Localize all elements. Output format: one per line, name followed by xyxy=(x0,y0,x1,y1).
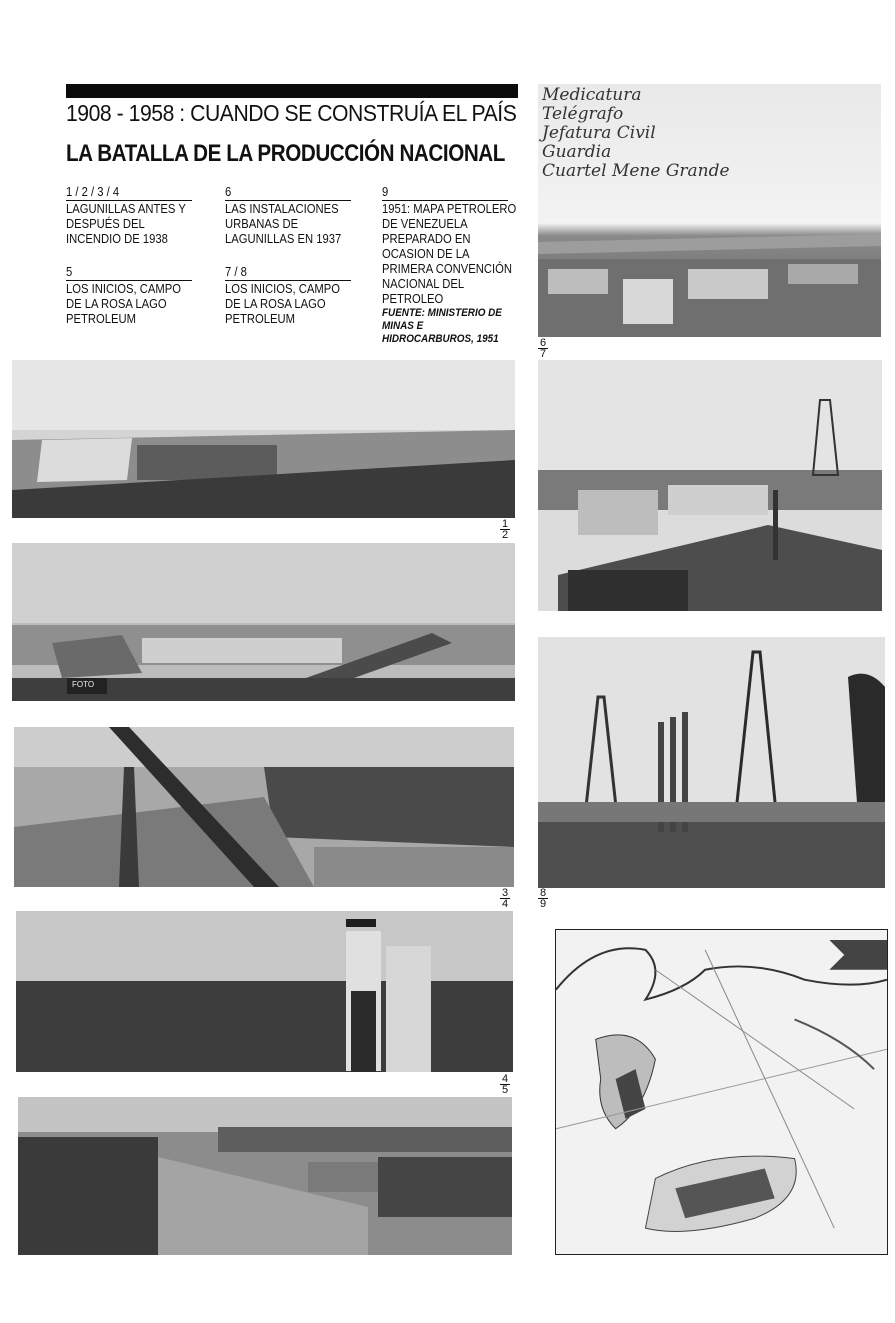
photo-lagunillas-lake-1 xyxy=(12,360,515,518)
handwriting-line: Jefatura Civil xyxy=(542,123,656,143)
fig-num-top: 1 xyxy=(501,518,509,530)
caption-text: LAS INSTALACIONES URBANAS DE LAGUNILLAS EN 1937 xyxy=(225,202,342,246)
photo-urban-installations-1937 xyxy=(538,360,882,611)
photo-campo-la-rosa xyxy=(18,1097,512,1255)
handwriting-line: Guardia xyxy=(542,142,612,162)
handwritten-annotations xyxy=(542,86,802,181)
handwriting-line: Medicatura xyxy=(542,85,642,105)
caption-9 xyxy=(382,185,517,346)
caption-1-4 xyxy=(66,185,199,247)
photo-lagunillas-after-fire xyxy=(14,727,514,887)
photo-lagunillas-town-handwritten xyxy=(538,84,881,337)
figure-number-4-5 xyxy=(500,1074,510,1095)
caption-text: LOS INICIOS, CAMPO DE LA ROSA LAGO PETROLEUM xyxy=(66,282,182,326)
page-title: LA BATALLA DE LA PRODUCCIÓN NACIONAL xyxy=(66,140,505,167)
figure-number-6-7 xyxy=(538,338,548,359)
figure-number-3-4 xyxy=(500,888,510,909)
fig-num-bottom: 2 xyxy=(501,529,509,541)
caption-source: FUENTE: MINISTERIO DE MINAS E HIDROCARBUROS, 1951 xyxy=(382,307,502,345)
handwriting-line: Telégrafo xyxy=(542,104,624,124)
caption-number: 6 xyxy=(225,185,351,201)
fig-num-bottom: 5 xyxy=(501,1084,509,1096)
foto-stamp: FOTO xyxy=(72,680,95,689)
caption-text: LOS INICIOS, CAMPO DE LA ROSA LAGO PETROLEUM xyxy=(225,282,341,326)
caption-7-8 xyxy=(225,265,358,327)
caption-number: 5 xyxy=(66,265,192,281)
fig-num-top: 3 xyxy=(501,887,509,899)
caption-text: 1951: MAPA PETROLERO DE VENEZUELA PREPARADO EN OCASION DE LA PRIMERA CONVENCIÓN NACIONAL DEL PETROLEO xyxy=(382,202,517,306)
page-supertitle: 1908 - 1958 : CUANDO SE CONSTRUÍA EL PAÍS xyxy=(66,100,517,126)
fig-num-top: 6 xyxy=(539,337,547,349)
caption-5 xyxy=(66,265,199,327)
fig-num-bottom: 7 xyxy=(539,348,547,360)
fig-num-bottom: 4 xyxy=(501,898,509,910)
fig-num-top: 4 xyxy=(501,1073,509,1085)
header-rule xyxy=(66,84,518,98)
caption-number: 9 xyxy=(382,185,508,201)
handwriting-line: Cuartel Mene Grande xyxy=(542,161,730,181)
photo-oil-derricks xyxy=(538,637,885,888)
fig-num-bottom: 9 xyxy=(539,898,547,910)
fig-num-top: 8 xyxy=(539,887,547,899)
caption-number: 7 / 8 xyxy=(225,265,351,281)
photo-lagunillas-stilt-houses xyxy=(12,543,515,701)
caption-number: 1 / 2 / 3 / 4 xyxy=(66,185,192,201)
figure-number-8-9 xyxy=(538,888,548,909)
map-oil-venezuela-1951 xyxy=(555,929,888,1255)
caption-text: LAGUNILLAS ANTES Y DESPUÉS DEL INCENDIO DE 1938 xyxy=(66,202,186,246)
caption-6 xyxy=(225,185,358,247)
figure-number-1-2 xyxy=(500,519,510,540)
photo-men-among-ruins xyxy=(16,911,513,1072)
